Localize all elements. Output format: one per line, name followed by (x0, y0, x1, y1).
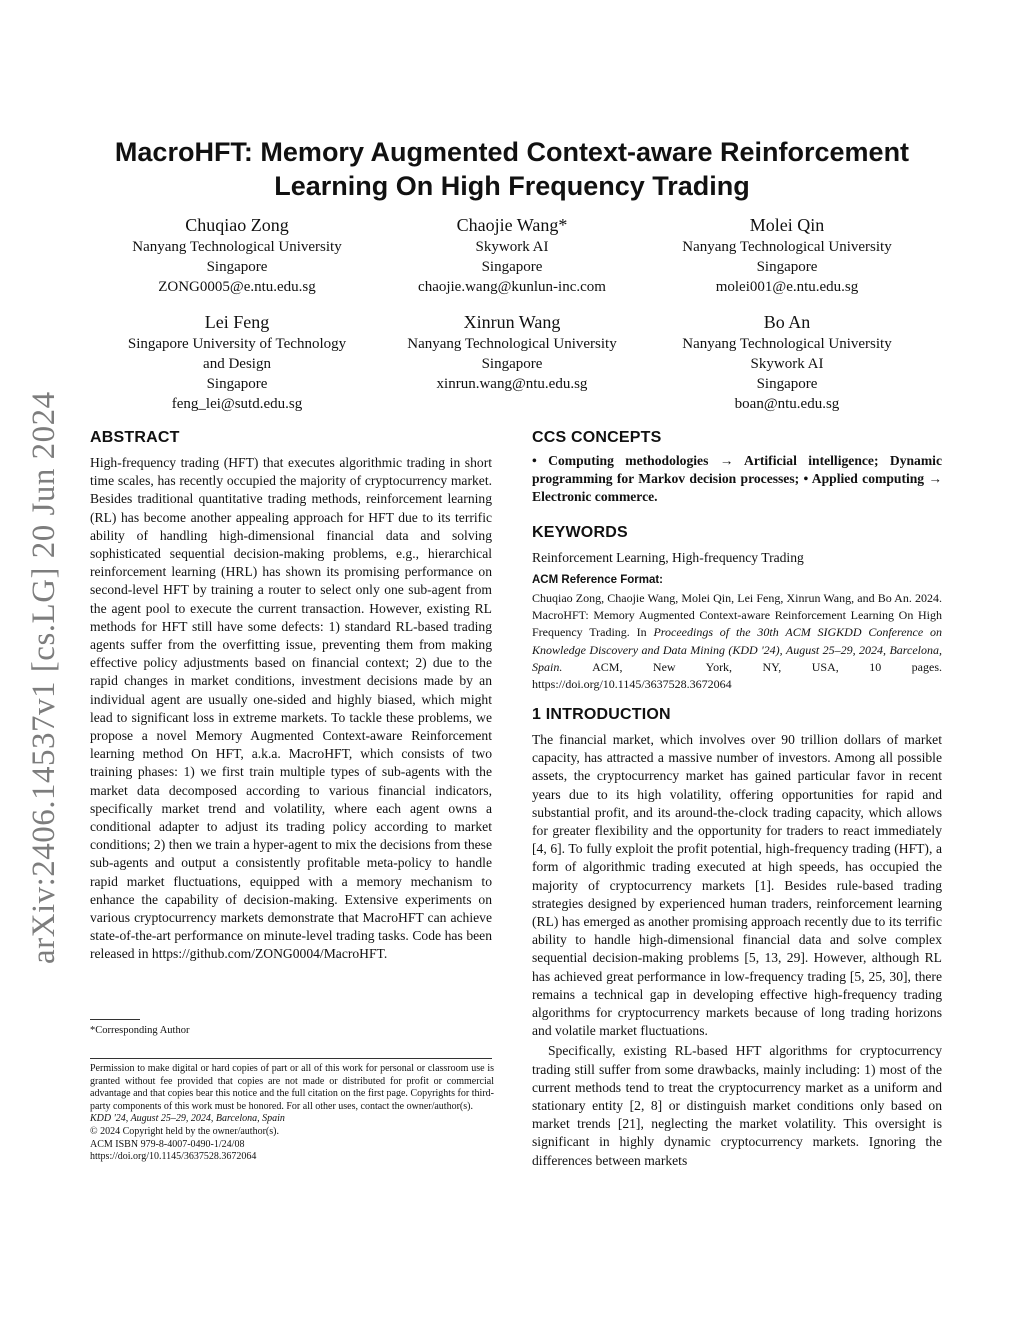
author-country: Singapore (756, 259, 818, 275)
author-affiliation: and Design (203, 356, 271, 372)
permission-rule (90, 1058, 492, 1059)
introduction-body (532, 731, 942, 1170)
venue-line: KDD '24, August 25–29, 2024, Barcelona, Spain (90, 1113, 285, 1125)
author-name: Chaojie Wang* (456, 215, 568, 235)
author-name: Bo An (763, 312, 811, 332)
keywords-text: Reinforcement Learning, High-frequency Trading (532, 550, 804, 565)
author-card (371, 311, 653, 394)
keywords-heading: KEYWORDS (532, 524, 628, 541)
reference-authors: Chuqiao Zong, Chaojie Wang, Molei Qin, Lei Feng, Xinrun Wang, and Bo An. 2024. MacroHFT: Memory Augmented Context-aware Reinforcement Learning On High Frequency Trading. In (532, 591, 942, 640)
author-card (96, 214, 378, 297)
author-affiliation: Nanyang Technological University (682, 336, 892, 352)
arxiv-stamp: arXiv:2406.14537v1 [cs.LG] 20 Jun 2024 (26, 391, 62, 964)
author-affiliation: Nanyang Technological University (407, 336, 617, 352)
author-country: Singapore (481, 356, 543, 372)
footnote-corresponding: *Corresponding Author (90, 1025, 190, 1036)
isbn-line: ACM ISBN 979-8-4007-0490-1/24/08 (90, 1138, 245, 1150)
doi-line[interactable]: https://doi.org/10.1145/3637528.3672064 (90, 1151, 257, 1163)
author-email: chaojie.wang@kunlun-inc.com (418, 279, 606, 295)
permission-text: Permission to make digital or hard copies of part or all of this work for personal or classroom use is granted without fee provided that copies are not made or distributed for profit or commercial advantage and that copies bear this notice and the full citation on the first page. Copyrights for third-party components of this work must be honored. For all other uses, contact the owner/author(s). (90, 1063, 494, 1112)
author-affiliation: Nanyang Technological University (132, 239, 342, 255)
introduction-heading: 1 INTRODUCTION (532, 706, 671, 723)
author-email: ZONG0005@e.ntu.edu.sg (158, 279, 316, 295)
author-card (96, 311, 378, 414)
permission-block (90, 1063, 494, 1164)
author-country: Singapore (206, 376, 268, 392)
reference-proceedings: Proceedings of the 30th ACM SIGKDD Conference on Knowledge Discovery and Data Mining (KDD '24), August 25–29, 2024, Barcelona, Spain. (532, 625, 943, 674)
ccs-heading: CCS CONCEPTS (532, 429, 662, 446)
author-affiliation: Skywork AI (750, 356, 824, 372)
author-affiliation: Nanyang Technological University (682, 239, 892, 255)
author-card (646, 311, 928, 414)
author-name: Lei Feng (204, 312, 270, 332)
author-email: molei001@e.ntu.edu.sg (715, 279, 859, 295)
reference-tail: ACM, New York, NY, USA, 10 pages. https://doi.org/10.1145/3637528.3672064 (532, 659, 942, 692)
author-name: Chuqiao Zong (185, 215, 289, 235)
author-country: Singapore (481, 259, 543, 275)
paper-title: MacroHFT: Memory Augmented Context-aware Reinforcement Learning On High Frequency Trading (114, 137, 910, 201)
author-email: xinrun.wang@ntu.edu.sg (436, 376, 588, 392)
abstract-heading: ABSTRACT (90, 429, 180, 446)
author-affiliation: Skywork AI (475, 239, 549, 255)
abstract-text: High-frequency trading (HFT) that executes algorithmic trading in short time scales, has recently occupied the majority of cryptocurrency market. Besides traditional quantitative trading methods, reinforcement learning (RL) has become another appealing approach for HFT due to its terrific ability of handling high-dimensional financial data and solving sophisticated sequential decision-making problems, e.g., hierarchical reinforcement learning (HRL) has shown its promising performance on second-level HFT by training a router to select only one sub-agent from the agent pool to execute the current transaction. However, existing RL methods for HFT still have some defects: 1) standard RL-based trading agents suffer from the overfitting issue, preventing them from making effective policy adjustments based on financial context; 2) due to the rapid changes in market conditions, investment decisions made by an individual agent are usually one-sided and highly biased, which might lead to significant loss in extreme markets. To tackle these problems, we propose a novel Memory Augmented Context-aware Reinforcement learning method On HFT, a.k.a. MacroHFT, which consists of two training phases: 1) we first train multiple types of sub-agents with the market data decomposed according to various financial indicators, specifically market trend and volatility, where each agent owns a conditional adapter to adjust its trading policy according to market conditions; 2) then we train a hyper-agent to mix the decisions from these sub-agents and output a consistently profitable meta-policy to handle rapid market fluctuations, equipped with a memory mechanism to enhance the capability of decision-making. Extensive experiments on various cryptocurrency markets demonstrate that MacroHFT can achieve state-of-the-art performance on minute-level trading tasks. Code has been released in https://github.com/ZONG0004/MacroHFT. (90, 455, 492, 962)
author-email: boan@ntu.edu.sg (734, 396, 840, 412)
intro-paragraph-1: The financial market, which involves over 90 trillion dollars of market capacity, has attracted a massive number of investors. Among all possible assets, the cryptocurrency market has gained particular favor in recent years due to its high volatility, offering opportunities for rapid and substantial profit, and its around-the-clock trading capacity, which allows for greater flexibility and the opportunity for traders to react immediately [4, 6]. To fully exploit the profit potential, high-frequency trading (HFT), a form of algorithmic trading executed at high speeds, has occupied the majority of cryptocurrency markets [1]. Besides rule-based trading strategies designed by experienced human traders, reinforcement learning (RL) has emerged as another promising approach recently due to its terrific ability to handle high-dimensional financial data and solve complex sequential decision-making problems [5, 13, 29]. However, although RL has achieved great performance in low-frequency trading [5, 25, 30], there remains a technical gap in developing effective high-frequency trading algorithms for cryptocurrency markets because of long trading horizons and volatile market fluctuations. (532, 732, 942, 1039)
author-affiliation: Singapore University of Technology (127, 336, 347, 352)
author-email: feng_lei@sutd.edu.sg (171, 396, 303, 412)
ccs-text: • Computing methodologies → Artificial intelligence; Dynamic programming for Markov decision processes; • Applied computing → Electronic commerce. (532, 453, 942, 505)
author-country: Singapore (206, 259, 268, 275)
author-country: Singapore (756, 376, 818, 392)
footnote-rule (90, 1019, 140, 1020)
author-name: Xinrun Wang (463, 312, 561, 332)
intro-paragraph-2: Specifically, existing RL-based HFT algorithms for cryptocurrency trading still suffer from some drawbacks, mainly including: 1) most of the current methods tend to treat the cryptocurrency market as a uniform and stationary entity [2, 8] or distinguish market conditions only based on market trends [21], neglecting the market volatility. This oversight is significant in highly dynamic cryptocurrency markets. Ignoring the differences between markets (532, 1043, 942, 1168)
copyright-line: © 2024 Copyright held by the owner/author(s). (90, 1125, 279, 1137)
reference-format-heading: ACM Reference Format: (532, 574, 663, 586)
author-card (646, 214, 928, 297)
author-name: Molei Qin (749, 215, 825, 235)
reference-format-text (532, 590, 942, 693)
author-card (371, 214, 653, 297)
